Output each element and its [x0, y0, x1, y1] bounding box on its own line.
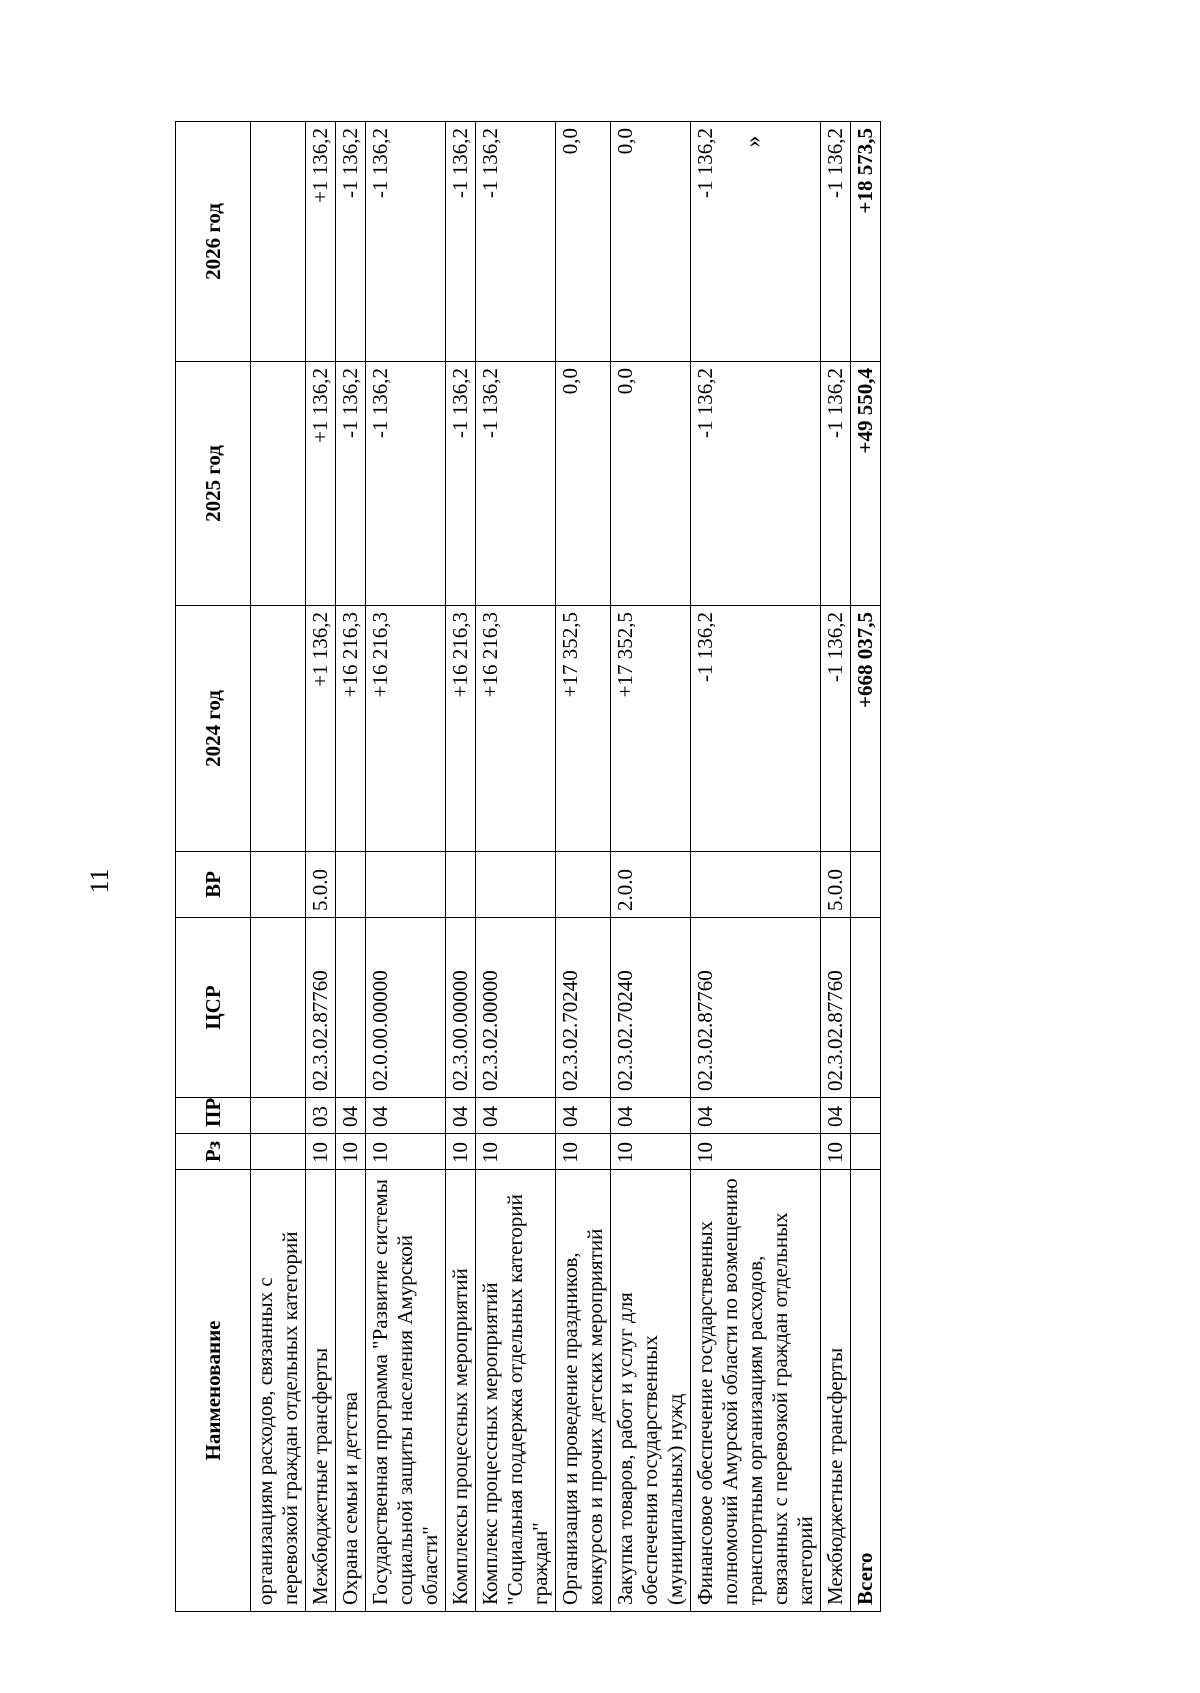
- table-row: [611, 122, 691, 1612]
- budget-table: [175, 121, 881, 1612]
- header-row: [176, 122, 251, 1612]
- table-row: [251, 122, 306, 1612]
- cell-2026: -1 136,2: [476, 122, 556, 362]
- table-row: [821, 122, 851, 1612]
- cell-2025: -1 136,2: [821, 362, 851, 606]
- header-rz: Рз: [176, 1134, 251, 1170]
- cell-csr: [336, 918, 366, 1098]
- total-2024: +668 037,5: [851, 606, 881, 852]
- page-number: 11: [85, 868, 114, 894]
- closing-quote-mark: »: [740, 135, 767, 148]
- cell-rz: 10: [336, 1134, 366, 1170]
- table-row: [476, 122, 556, 1612]
- cell-csr: 02.3.02.70240: [611, 918, 691, 1098]
- table-body: [251, 122, 881, 1612]
- cell-rz: 10: [611, 1134, 691, 1170]
- cell-vr: [336, 852, 366, 918]
- cell-2026: 0,0: [556, 122, 611, 362]
- header-pr: ПР: [176, 1098, 251, 1134]
- cell-vr: [476, 852, 556, 918]
- cell-csr: 02.3.02.00000: [476, 918, 556, 1098]
- cell-2026: [251, 122, 306, 362]
- cell-2025: 0,0: [611, 362, 691, 606]
- cell-2024: +17 352,5: [556, 606, 611, 852]
- table-row: [556, 122, 611, 1612]
- table-row: [691, 122, 821, 1612]
- cell-rz: 10: [476, 1134, 556, 1170]
- cell-2025: -1 136,2: [366, 362, 446, 606]
- cell-2024: +16 216,3: [446, 606, 476, 852]
- cell-2025: -1 136,2: [336, 362, 366, 606]
- cell-vr: [366, 852, 446, 918]
- header-2026: 2026 год: [176, 122, 251, 362]
- cell-pr: 04: [476, 1098, 556, 1134]
- cell-2024: +17 352,5: [611, 606, 691, 852]
- cell-2025: 0,0: [556, 362, 611, 606]
- cell-vr: [691, 852, 821, 918]
- header-2025: 2025 год: [176, 362, 251, 606]
- cell-name: Межбюджетные трансферты: [306, 1170, 336, 1612]
- total-label: Всего: [851, 1170, 881, 1612]
- cell-pr: 04: [366, 1098, 446, 1134]
- cell-2024: -1 136,2: [821, 606, 851, 852]
- cell-2026: -1 136,2: [691, 122, 821, 362]
- cell-rz: 10: [691, 1134, 821, 1170]
- cell-2025: -1 136,2: [691, 362, 821, 606]
- cell-2024: -1 136,2: [691, 606, 821, 852]
- cell-2026: -1 136,2: [446, 122, 476, 362]
- cell-pr: 04: [691, 1098, 821, 1134]
- cell-vr: 5.0.0: [821, 852, 851, 918]
- cell-vr: [251, 852, 306, 918]
- cell-vr: [556, 852, 611, 918]
- total-2025: +49 550,4: [851, 362, 881, 606]
- cell-rz: 10: [446, 1134, 476, 1170]
- cell-2026: +1 136,2: [306, 122, 336, 362]
- header-2024: 2024 год: [176, 606, 251, 852]
- table-row: [446, 122, 476, 1612]
- cell-csr: [251, 918, 306, 1098]
- cell-2025: +1 136,2: [306, 362, 336, 606]
- cell-rz: 10: [556, 1134, 611, 1170]
- cell-pr: 04: [336, 1098, 366, 1134]
- cell-pr: 04: [556, 1098, 611, 1134]
- cell-csr: 02.3.02.87760: [691, 918, 821, 1098]
- total-empty-cell: [851, 852, 881, 918]
- cell-pr: [251, 1098, 306, 1134]
- table-row: [366, 122, 446, 1612]
- cell-rz: 10: [306, 1134, 336, 1170]
- cell-pr: 04: [611, 1098, 691, 1134]
- cell-2026: 0,0: [611, 122, 691, 362]
- cell-name: Финансовое обеспечение государственных полномочий Амурской области по возмещению транспортным организациям расходов, связанных с перевозкой граждан отдельных категорий: [691, 1170, 821, 1612]
- cell-2024: +16 216,3: [336, 606, 366, 852]
- cell-name: Закупка товаров, работ и услуг для обеспечения государственных (муниципальных) нужд: [611, 1170, 691, 1612]
- total-empty-cell: [851, 1098, 881, 1134]
- cell-2024: [251, 606, 306, 852]
- cell-csr: 02.3.00.00000: [446, 918, 476, 1098]
- cell-name: Государственная программа "Развитие системы социальной защиты населения Амурской области": [366, 1170, 446, 1612]
- cell-vr: [446, 852, 476, 918]
- cell-2026: -1 136,2: [336, 122, 366, 362]
- cell-2024: +1 136,2: [306, 606, 336, 852]
- cell-name: организациям расходов, связанных с перевозкой граждан отдельных категорий: [251, 1170, 306, 1612]
- cell-csr: 02.3.02.87760: [821, 918, 851, 1098]
- header-csr: ЦСР: [176, 918, 251, 1098]
- cell-2024: +16 216,3: [476, 606, 556, 852]
- cell-name: Комплексы процессных мероприятий: [446, 1170, 476, 1612]
- cell-rz: 10: [366, 1134, 446, 1170]
- header-name: Наименование: [176, 1170, 251, 1612]
- total-row: [851, 122, 881, 1612]
- cell-pr: 04: [446, 1098, 476, 1134]
- table-row: [336, 122, 366, 1612]
- total-empty-cell: [851, 1134, 881, 1170]
- cell-pr: 03: [306, 1098, 336, 1134]
- header-vr: ВР: [176, 852, 251, 918]
- total-2026: +18 573,5: [851, 122, 881, 362]
- cell-2026: -1 136,2: [366, 122, 446, 362]
- cell-vr: 2.0.0: [611, 852, 691, 918]
- cell-2025: -1 136,2: [446, 362, 476, 606]
- cell-csr: 02.3.02.87760: [306, 918, 336, 1098]
- cell-vr: 5.0.0: [306, 852, 336, 918]
- cell-rz: 10: [821, 1134, 851, 1170]
- cell-2025: [251, 362, 306, 606]
- total-empty-cell: [851, 918, 881, 1098]
- cell-rz: [251, 1134, 306, 1170]
- cell-name: Межбюджетные трансферты: [821, 1170, 851, 1612]
- cell-2026: -1 136,2: [821, 122, 851, 362]
- cell-2024: +16 216,3: [366, 606, 446, 852]
- cell-name: Комплекс процессных мероприятий "Социальная поддержка отдельных категорий граждан": [476, 1170, 556, 1612]
- cell-2025: -1 136,2: [476, 362, 556, 606]
- cell-csr: 02.0.00.00000: [366, 918, 446, 1098]
- cell-name: Охрана семьи и детства: [336, 1170, 366, 1612]
- cell-pr: 04: [821, 1098, 851, 1134]
- cell-name: Организация и проведение праздников, конкурсов и прочих детских мероприятий: [556, 1170, 611, 1612]
- table-row: [306, 122, 336, 1612]
- rotated-table-container: [175, 122, 877, 1612]
- cell-csr: 02.3.02.70240: [556, 918, 611, 1098]
